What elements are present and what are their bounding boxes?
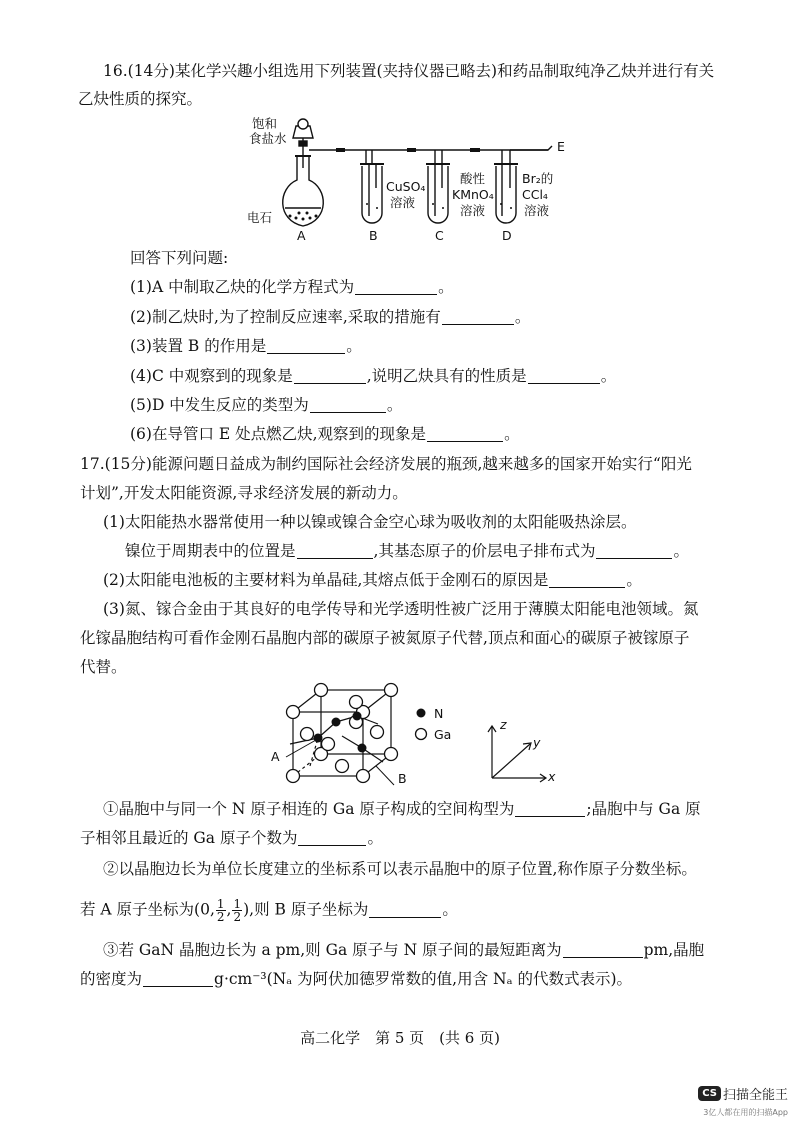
answer-blank[interactable]: [355, 278, 437, 295]
q16-heading-line2: 乙炔性质的探究。: [78, 90, 203, 108]
q16-p4-end: 。: [600, 367, 617, 385]
q17-part3-line3: 代替。: [80, 658, 127, 676]
q16-intro: 回答下列问题:: [130, 249, 229, 267]
q17-s1-text: ①晶胞中与同一个 N 原子相连的 Ga 原子构成的空间构型为: [103, 800, 515, 818]
answer-blank[interactable]: [563, 941, 643, 958]
q17-heading-line1: 17.(15分)能源问题日益成为制约国际社会经济发展的瓶颈,越来越多的国家开始实行“阳光: [80, 455, 692, 473]
q16-p4-text: (4)C 中观察到的现象是: [130, 367, 293, 385]
atom-label-a: A: [271, 749, 280, 764]
q17-s1-end: 。: [367, 829, 383, 847]
scanner-tagline: 3亿人都在用的扫描App: [703, 1108, 788, 1117]
q16-p5-text: (5)D 中发生反应的类型为: [130, 396, 309, 414]
q17-part1: (1)太阳能热水器常使用一种以镍或镍合金空心球为吸收剂的太阳能吸热涂层。: [103, 513, 637, 531]
q17-heading-line2: 计划”,开发太阳能资源,寻求经济发展的新动力。: [80, 484, 408, 502]
q16-p3-text: (3)装置 B 的作用是: [130, 337, 267, 355]
q16-p6-end: 。: [504, 425, 520, 443]
q16-p2-text: (2)制乙炔时,为了控制反应速率,采取的措施有: [130, 308, 441, 326]
q17-p1b-end: 。: [673, 542, 689, 560]
label-c: C: [435, 228, 444, 243]
q16-p6-text: (6)在导管口 E 处点燃乙炔,观察到的现象是: [130, 425, 427, 443]
q17-s1-text2: 子相邻且最近的 Ga 原子个数为: [80, 829, 298, 847]
legend-ga: Ga: [434, 727, 452, 742]
answer-blank[interactable]: [528, 367, 600, 384]
q17-s2-comma: ,: [226, 900, 232, 919]
answer-blank[interactable]: [310, 396, 386, 413]
label-solution-b: 溶液: [390, 195, 416, 210]
q17-p1b-text: 镍位于周期表中的位置是: [125, 542, 296, 560]
q17-sub2-line1: ②以晶胞边长为单位长度建立的坐标系可以表示晶胞中的原子位置,称作原子分数坐标。: [103, 860, 697, 878]
scanner-logo-icon: CS: [698, 1086, 721, 1101]
q17-s3-text2: 的密度为: [80, 970, 143, 988]
q16-p3-end: 。: [346, 337, 362, 355]
q17-sub3-line1: [103, 940, 704, 960]
answer-blank[interactable]: [369, 901, 441, 918]
atom-label-b: B: [398, 771, 407, 786]
q16-p5-end: 。: [386, 396, 403, 414]
scanner-app-name: 扫描全能王: [722, 1088, 788, 1103]
q16-p2-end: 。: [514, 308, 531, 326]
q16-part1: [130, 277, 454, 297]
q16-heading-line1: 16.(14分)某化学兴趣小组选用下列装置(夹持仪器已略去)和药品制取纯净乙炔并进行有关: [103, 62, 715, 80]
label-br2: Br₂的: [522, 171, 554, 186]
scanner-watermark: [698, 1083, 788, 1118]
q16-part4: [130, 366, 616, 386]
q17-part1b: [125, 541, 689, 561]
label-solution-d: 溶液: [524, 203, 550, 218]
q17-s2-mid: ),则 B 原子坐标为: [243, 900, 369, 919]
label-e: E: [557, 139, 565, 154]
label-brine: 食盐水: [249, 131, 287, 146]
answer-blank[interactable]: [297, 542, 373, 559]
legend-n: N: [434, 706, 444, 721]
q17-p2-end: 。: [626, 571, 642, 589]
fraction-half: $\frac{1}{2}$: [216, 897, 225, 924]
label-calcium-carbide: 电石: [247, 210, 273, 225]
q16-part5: [130, 395, 402, 415]
q16-p4-mid: ,说明乙炔具有的性质是: [366, 367, 527, 385]
label-kmno4: KMnO₄: [452, 187, 494, 202]
q17-p1b-mid: ,其基态原子的价层电子排布式为: [373, 542, 596, 560]
answer-blank[interactable]: [427, 425, 503, 442]
q17-sub1-line1: [103, 799, 701, 819]
axis-y-label: y: [533, 735, 541, 750]
q16-part6: [130, 424, 520, 444]
label-cuso4: CuSO₄: [386, 179, 426, 194]
q17-s3-end: g·cm⁻³(Nₐ 为阿伏加德罗常数的值,用含 Nₐ 的代数式表示)。: [214, 970, 633, 988]
answer-blank[interactable]: [549, 571, 625, 588]
q17-sub1-line2: [80, 828, 383, 848]
answer-blank[interactable]: [267, 337, 345, 354]
q17-s1-mid: ;晶胞中与 Ga 原: [586, 800, 701, 818]
answer-blank[interactable]: [515, 800, 585, 817]
label-ccl4: CCl₄: [522, 187, 548, 202]
answer-blank[interactable]: [442, 308, 514, 325]
q16-p1-end: 。: [438, 278, 454, 296]
answer-blank[interactable]: [143, 970, 213, 987]
q17-part2: [103, 570, 642, 590]
label-saturated: 饱和: [252, 116, 278, 131]
label-a: A: [297, 228, 306, 243]
answer-blank[interactable]: [298, 829, 366, 846]
q17-sub2-line2: [80, 898, 458, 923]
q17-p2-text: (2)太阳能电池板的主要材料为单晶硅,其熔点低于金刚石的原因是: [103, 571, 549, 589]
q17-s2-end: 。: [442, 900, 458, 919]
label-solution-c: 溶液: [460, 203, 486, 218]
answer-blank[interactable]: [596, 542, 672, 559]
q16-p1-text: (1)A 中制取乙炔的化学方程式为: [130, 278, 355, 296]
axis-z-label: z: [500, 717, 507, 732]
q17-s3-text: ③若 GaN 晶胞边长为 a pm,则 Ga 原子与 N 原子间的最短距离为: [103, 941, 562, 959]
answer-blank[interactable]: [294, 367, 366, 384]
q17-part3-line1: (3)氮、镓合金由于其良好的电学传导和光学透明性被广泛用于薄膜太阳能电池领域。氮: [103, 600, 699, 618]
q17-s2-text: 若 A 原子坐标为(0,: [80, 900, 215, 919]
q16-part3: [130, 336, 362, 356]
q17-sub3-line2: [80, 969, 632, 989]
fraction-half: $\frac{1}{2}$: [233, 897, 242, 924]
label-d: D: [502, 228, 512, 243]
q16-part2: [130, 307, 530, 327]
q17-part3-line2: 化镓晶胞结构可看作金刚石晶胞内部的碳原子被氮原子代替,顶点和面心的碳原子被镓原子: [80, 629, 690, 647]
label-acidic: 酸性: [460, 171, 486, 186]
q17-s3-mid: pm,晶胞: [643, 941, 705, 959]
label-b: B: [369, 228, 378, 243]
page-footer: 高二化学 第 5 页 (共 6 页): [300, 1029, 500, 1047]
axis-x-label: x: [548, 769, 556, 784]
